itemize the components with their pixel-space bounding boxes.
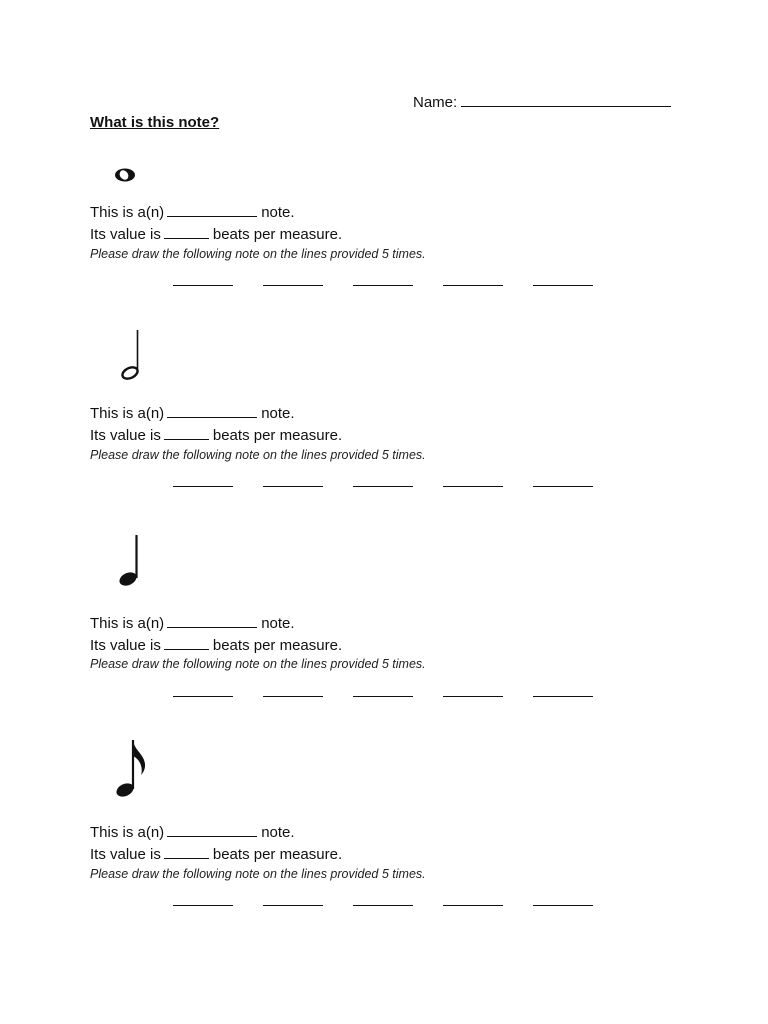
question-note-name: [90, 404, 295, 422]
question-note-name: [90, 614, 295, 632]
q2-suffix: beats per measure.: [212, 226, 343, 243]
draw-line[interactable]: [533, 696, 593, 697]
q1-prefix: This is a(n): [90, 405, 165, 422]
draw-line[interactable]: [263, 486, 323, 487]
draw-lines: [173, 285, 593, 286]
draw-line[interactable]: [533, 486, 593, 487]
q1-suffix: note.: [261, 615, 295, 632]
draw-lines: [173, 486, 593, 487]
draw-instruction: Please draw the following note on the lines provided 5 times.: [90, 657, 426, 671]
draw-line[interactable]: [353, 486, 413, 487]
note-name-blank[interactable]: [167, 203, 257, 217]
q1-prefix: This is a(n): [90, 824, 165, 841]
q1-prefix: This is a(n): [90, 615, 165, 632]
draw-instruction: Please draw the following note on the lines provided 5 times.: [90, 448, 426, 462]
draw-line[interactable]: [533, 285, 593, 286]
draw-line[interactable]: [173, 285, 233, 286]
draw-line[interactable]: [173, 486, 233, 487]
q1-suffix: note.: [261, 824, 295, 841]
draw-lines: [173, 696, 593, 697]
draw-line[interactable]: [353, 696, 413, 697]
q1-suffix: note.: [261, 405, 295, 422]
eighth-note-icon: [110, 738, 154, 802]
q2-prefix: Its value is: [90, 427, 161, 444]
draw-line[interactable]: [353, 905, 413, 906]
quarter-note-icon: [110, 534, 150, 590]
name-label: Name:: [413, 94, 458, 111]
question-section-3: [90, 530, 690, 715]
name-field-row: [413, 92, 671, 111]
beats-blank[interactable]: [164, 636, 209, 650]
draw-line[interactable]: [173, 905, 233, 906]
draw-line[interactable]: [263, 285, 323, 286]
whole-note-icon: [110, 158, 140, 188]
q2-prefix: Its value is: [90, 226, 161, 243]
draw-line[interactable]: [443, 486, 503, 487]
q2-prefix: Its value is: [90, 637, 161, 654]
question-section-1: [90, 150, 690, 310]
note-name-blank[interactable]: [167, 614, 257, 628]
draw-lines: [173, 905, 593, 906]
draw-line[interactable]: [263, 696, 323, 697]
half-note-icon: [110, 328, 150, 384]
q2-prefix: Its value is: [90, 846, 161, 863]
draw-line[interactable]: [443, 285, 503, 286]
question-note-name: [90, 823, 295, 841]
draw-line[interactable]: [353, 285, 413, 286]
note-name-blank[interactable]: [167, 404, 257, 418]
beats-blank[interactable]: [164, 845, 209, 859]
question-note-value: [90, 426, 342, 444]
question-note-value: [90, 845, 342, 863]
question-note-name: [90, 203, 295, 221]
question-section-4: [90, 735, 690, 925]
q1-suffix: note.: [261, 204, 295, 221]
question-note-value: [90, 225, 342, 243]
draw-instruction: Please draw the following note on the lines provided 5 times.: [90, 247, 426, 261]
draw-line[interactable]: [173, 696, 233, 697]
draw-line[interactable]: [533, 905, 593, 906]
q1-prefix: This is a(n): [90, 204, 165, 221]
beats-blank[interactable]: [164, 225, 209, 239]
q2-suffix: beats per measure.: [212, 637, 343, 654]
question-note-value: [90, 636, 342, 654]
name-blank[interactable]: [461, 92, 671, 107]
question-section-2: [90, 325, 690, 505]
draw-line[interactable]: [443, 696, 503, 697]
worksheet-heading: What is this note?: [90, 114, 220, 131]
note-name-blank[interactable]: [167, 823, 257, 837]
beats-blank[interactable]: [164, 426, 209, 440]
draw-instruction: Please draw the following note on the lines provided 5 times.: [90, 867, 426, 881]
draw-line[interactable]: [443, 905, 503, 906]
draw-line[interactable]: [263, 905, 323, 906]
q2-suffix: beats per measure.: [212, 846, 343, 863]
q2-suffix: beats per measure.: [212, 427, 343, 444]
